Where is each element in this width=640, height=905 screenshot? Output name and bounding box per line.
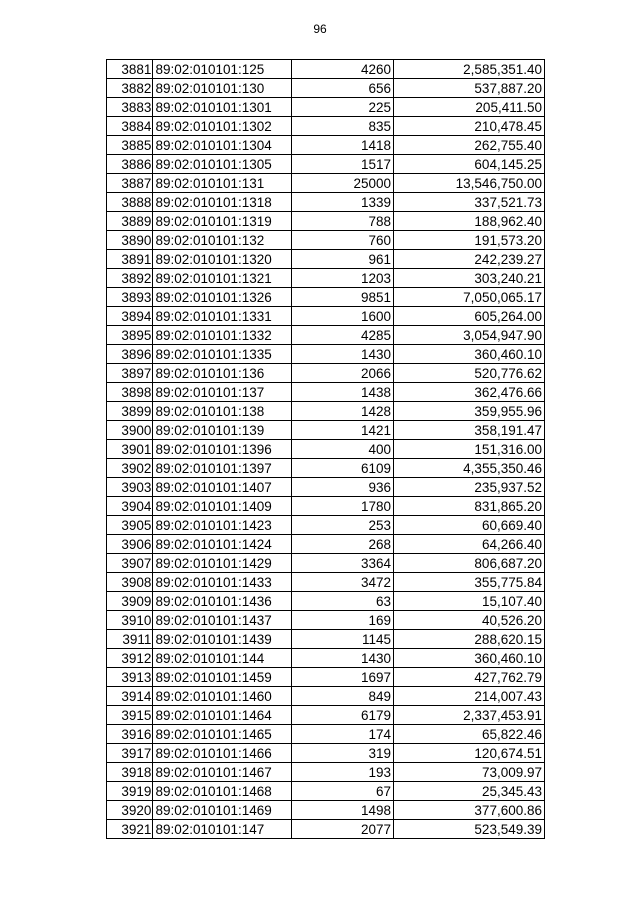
cadastral-value-cell: 151,316.00 [394,440,545,459]
cadastral-value-cell: 262,755.40 [394,136,545,155]
cadastral-value-cell: 604,145.25 [394,155,545,174]
table-row [107,478,545,497]
cadastral-number-cell: 89:02:010101:1437 [153,611,291,630]
cadastral-number-cell: 89:02:010101:1304 [153,136,291,155]
cadastral-value-cell: 191,573.20 [394,231,545,250]
cadastral-number-cell: 89:02:010101:147 [153,820,291,839]
table-row [107,288,545,307]
cadastral-value-cell: 427,762.79 [394,668,545,687]
table-row [107,459,545,478]
row-number-cell: 3892 [107,269,153,288]
row-number-cell: 3918 [107,763,153,782]
cadastral-value-cell: 64,266.40 [394,535,545,554]
row-number-cell: 3905 [107,516,153,535]
area-cell: 656 [291,79,393,98]
row-number-cell: 3896 [107,345,153,364]
area-cell: 6179 [291,706,393,725]
cadastral-value-cell: 337,521.73 [394,193,545,212]
table-row [107,592,545,611]
cadastral-number-cell: 89:02:010101:1433 [153,573,291,592]
cadastral-value-cell: 831,865.20 [394,497,545,516]
table-row [107,212,545,231]
cadastral-value-cell: 358,191.47 [394,421,545,440]
area-cell: 169 [291,611,393,630]
table-row [107,345,545,364]
row-number-cell: 3920 [107,801,153,820]
cadastral-number-cell: 89:02:010101:1407 [153,478,291,497]
cadastral-value-cell: 360,460.10 [394,649,545,668]
cadastral-number-cell: 89:02:010101:1423 [153,516,291,535]
row-number-cell: 3910 [107,611,153,630]
cadastral-number-cell: 89:02:010101:138 [153,402,291,421]
cadastral-value-cell: 288,620.15 [394,630,545,649]
table-row [107,820,545,839]
row-number-cell: 3908 [107,573,153,592]
row-number-cell: 3911 [107,630,153,649]
cadastral-value-cell: 355,775.84 [394,573,545,592]
table-row [107,649,545,668]
area-cell: 788 [291,212,393,231]
table-row [107,250,545,269]
cadastral-value-cell: 362,476.66 [394,383,545,402]
cadastral-number-cell: 89:02:010101:1331 [153,307,291,326]
table-row [107,193,545,212]
area-cell: 1339 [291,193,393,212]
table-row [107,383,545,402]
cadastral-value-cell: 188,962.40 [394,212,545,231]
table-row [107,402,545,421]
area-cell: 9851 [291,288,393,307]
cadastral-value-cell: 2,337,453.91 [394,706,545,725]
cadastral-value-cell: 60,669.40 [394,516,545,535]
cadastral-number-cell: 89:02:010101:144 [153,649,291,668]
table-row [107,79,545,98]
area-cell: 25000 [291,174,393,193]
cadastral-value-cell: 520,776.62 [394,364,545,383]
cadastral-number-cell: 89:02:010101:1335 [153,345,291,364]
cadastral-value-cell: 2,585,351.40 [394,60,545,79]
row-number-cell: 3907 [107,554,153,573]
cadastral-value-cell: 7,050,065.17 [394,288,545,307]
row-number-cell: 3915 [107,706,153,725]
cadastral-value-cell: 15,107.40 [394,592,545,611]
area-cell: 2077 [291,820,393,839]
cadastral-number-cell: 89:02:010101:1397 [153,459,291,478]
cadastral-value-cell: 205,411.50 [394,98,545,117]
table-row [107,516,545,535]
row-number-cell: 3898 [107,383,153,402]
cadastral-value-cell: 13,546,750.00 [394,174,545,193]
cadastral-value-cell: 73,009.97 [394,763,545,782]
area-cell: 849 [291,687,393,706]
cadastral-value-cell: 120,674.51 [394,744,545,763]
row-number-cell: 3916 [107,725,153,744]
row-number-cell: 3887 [107,174,153,193]
row-number-cell: 3899 [107,402,153,421]
cadastral-number-cell: 89:02:010101:1320 [153,250,291,269]
row-number-cell: 3921 [107,820,153,839]
table-row [107,117,545,136]
cadastral-value-cell: 25,345.43 [394,782,545,801]
cadastral-value-cell: 214,007.43 [394,687,545,706]
cadastral-number-cell: 89:02:010101:1424 [153,535,291,554]
row-number-cell: 3893 [107,288,153,307]
row-number-cell: 3890 [107,231,153,250]
area-cell: 4285 [291,326,393,345]
row-number-cell: 3885 [107,136,153,155]
cadastral-number-cell: 89:02:010101:1305 [153,155,291,174]
cadastral-value-cell: 303,240.21 [394,269,545,288]
table-row [107,364,545,383]
row-number-cell: 3889 [107,212,153,231]
table-row [107,136,545,155]
cadastral-number-cell: 89:02:010101:139 [153,421,291,440]
row-number-cell: 3884 [107,117,153,136]
table-row [107,573,545,592]
area-cell: 961 [291,250,393,269]
row-number-cell: 3906 [107,535,153,554]
table-row [107,630,545,649]
cadastral-value-cell: 4,355,350.46 [394,459,545,478]
area-cell: 1430 [291,649,393,668]
area-cell: 253 [291,516,393,535]
row-number-cell: 3917 [107,744,153,763]
area-cell: 1517 [291,155,393,174]
area-cell: 1780 [291,497,393,516]
row-number-cell: 3903 [107,478,153,497]
cadastral-number-cell: 89:02:010101:1396 [153,440,291,459]
table-row [107,497,545,516]
row-number-cell: 3901 [107,440,153,459]
row-number-cell: 3882 [107,79,153,98]
cadastral-value-cell: 377,600.86 [394,801,545,820]
cadastral-number-cell: 89:02:010101:1318 [153,193,291,212]
table-row [107,155,545,174]
table-body [107,60,545,839]
row-number-cell: 3900 [107,421,153,440]
area-cell: 1430 [291,345,393,364]
table-row [107,801,545,820]
page-number: 96 [313,22,327,36]
cadastral-number-cell: 89:02:010101:1332 [153,326,291,345]
row-number-cell: 3881 [107,60,153,79]
table-row [107,668,545,687]
cadastral-number-cell: 89:02:010101:1326 [153,288,291,307]
row-number-cell: 3919 [107,782,153,801]
cadastral-value-cell: 40,526.20 [394,611,545,630]
table-row [107,307,545,326]
table-row [107,611,545,630]
cadastral-number-cell: 89:02:010101:1429 [153,554,291,573]
cadastral-number-cell: 89:02:010101:1460 [153,687,291,706]
table-row [107,421,545,440]
area-cell: 1600 [291,307,393,326]
table-row [107,725,545,744]
cadastral-value-cell: 242,239.27 [394,250,545,269]
cadastral-value-cell: 359,955.96 [394,402,545,421]
cadastral-value-cell: 210,478.45 [394,117,545,136]
table-row [107,744,545,763]
area-cell: 67 [291,782,393,801]
row-number-cell: 3888 [107,193,153,212]
area-cell: 1697 [291,668,393,687]
table-row [107,687,545,706]
table-row [107,440,545,459]
area-cell: 1498 [291,801,393,820]
row-number-cell: 3883 [107,98,153,117]
area-cell: 319 [291,744,393,763]
cadastral-value-cell: 235,937.52 [394,478,545,497]
area-cell: 1438 [291,383,393,402]
cadastral-value-cell: 3,054,947.90 [394,326,545,345]
row-number-cell: 3912 [107,649,153,668]
row-number-cell: 3909 [107,592,153,611]
cadastral-value-cell: 523,549.39 [394,820,545,839]
area-cell: 3472 [291,573,393,592]
row-number-cell: 3895 [107,326,153,345]
area-cell: 193 [291,763,393,782]
cadastral-number-cell: 89:02:010101:1321 [153,269,291,288]
cadastral-number-cell: 89:02:010101:131 [153,174,291,193]
area-cell: 2066 [291,364,393,383]
row-number-cell: 3897 [107,364,153,383]
area-cell: 760 [291,231,393,250]
table-row [107,535,545,554]
area-cell: 835 [291,117,393,136]
row-number-cell: 3894 [107,307,153,326]
cadastral-number-cell: 89:02:010101:1319 [153,212,291,231]
cadastral-number-cell: 89:02:010101:137 [153,383,291,402]
cadastral-value-cell: 65,822.46 [394,725,545,744]
area-cell: 63 [291,592,393,611]
area-cell: 3364 [291,554,393,573]
table-row [107,231,545,250]
area-cell: 400 [291,440,393,459]
cadastral-number-cell: 89:02:010101:1468 [153,782,291,801]
area-cell: 1203 [291,269,393,288]
cadastral-number-cell: 89:02:010101:1409 [153,497,291,516]
row-number-cell: 3886 [107,155,153,174]
table-row [107,782,545,801]
cadastral-number-cell: 89:02:010101:1464 [153,706,291,725]
cadastral-value-cell: 537,887.20 [394,79,545,98]
row-number-cell: 3914 [107,687,153,706]
cadastral-number-cell: 89:02:010101:1469 [153,801,291,820]
cadastral-number-cell: 89:02:010101:132 [153,231,291,250]
cadastral-value-cell: 360,460.10 [394,345,545,364]
cadastral-value-cell: 806,687.20 [394,554,545,573]
area-cell: 268 [291,535,393,554]
table-row [107,706,545,725]
area-cell: 1145 [291,630,393,649]
table-row [107,554,545,573]
cadastral-number-cell: 89:02:010101:1459 [153,668,291,687]
cadastral-table [106,59,545,839]
cadastral-number-cell: 89:02:010101:1465 [153,725,291,744]
row-number-cell: 3904 [107,497,153,516]
cadastral-number-cell: 89:02:010101:1466 [153,744,291,763]
row-number-cell: 3891 [107,250,153,269]
table-row [107,174,545,193]
cadastral-number-cell: 89:02:010101:136 [153,364,291,383]
area-cell: 1418 [291,136,393,155]
cadastral-number-cell: 89:02:010101:125 [153,60,291,79]
table-row [107,326,545,345]
cadastral-number-cell: 89:02:010101:130 [153,79,291,98]
area-cell: 936 [291,478,393,497]
table-row [107,763,545,782]
table-row [107,269,545,288]
row-number-cell: 3913 [107,668,153,687]
table-row [107,98,545,117]
area-cell: 174 [291,725,393,744]
area-cell: 6109 [291,459,393,478]
cadastral-number-cell: 89:02:010101:1439 [153,630,291,649]
area-cell: 4260 [291,60,393,79]
area-cell: 1428 [291,402,393,421]
cadastral-number-cell: 89:02:010101:1467 [153,763,291,782]
area-cell: 225 [291,98,393,117]
row-number-cell: 3902 [107,459,153,478]
cadastral-number-cell: 89:02:010101:1436 [153,592,291,611]
cadastral-number-cell: 89:02:010101:1301 [153,98,291,117]
area-cell: 1421 [291,421,393,440]
cadastral-value-cell: 605,264.00 [394,307,545,326]
table-row [107,60,545,79]
cadastral-number-cell: 89:02:010101:1302 [153,117,291,136]
